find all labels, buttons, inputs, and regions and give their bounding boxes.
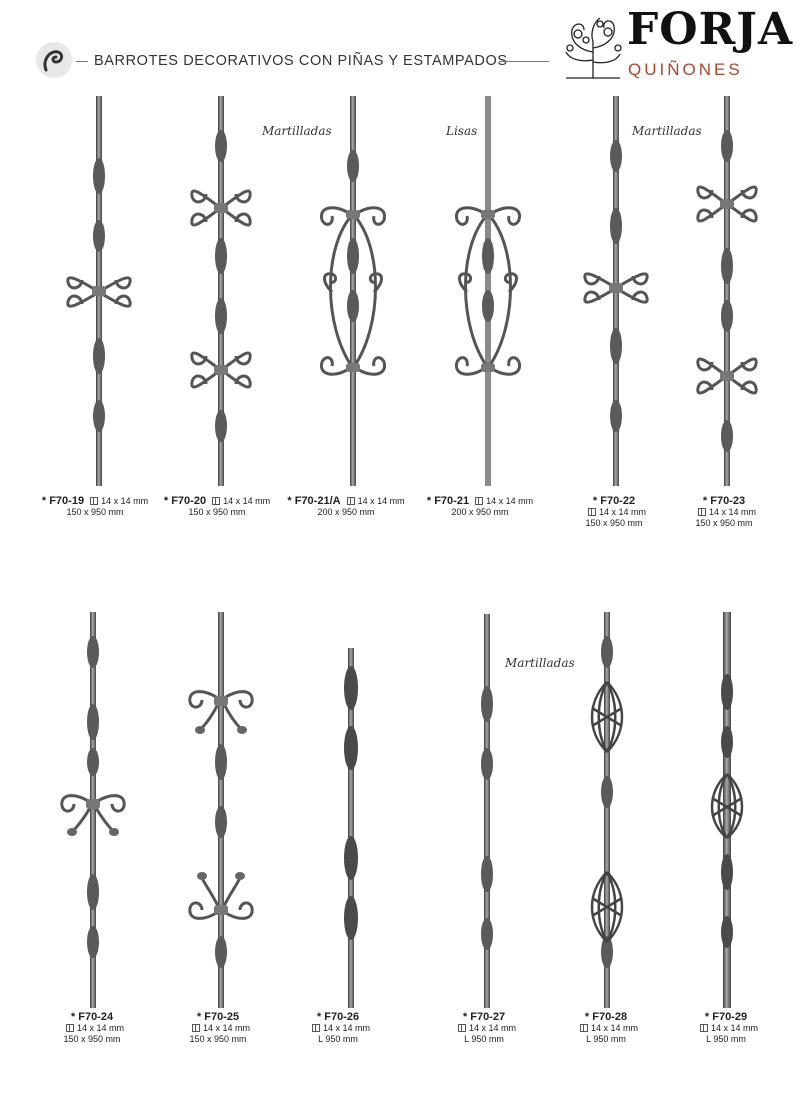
square-section-icon — [192, 1024, 200, 1032]
square-section-icon — [588, 508, 596, 516]
product-caption — [436, 1012, 532, 1045]
note-martilladas-2: Martilladas — [632, 124, 702, 138]
product-section: 14 x 14 mm — [710, 1023, 759, 1033]
product-caption — [30, 496, 160, 518]
square-section-icon — [90, 497, 98, 505]
note-martilladas-3: Martilladas — [505, 656, 575, 670]
note-martilladas-1: Martilladas — [262, 124, 332, 138]
product-caption — [418, 496, 542, 518]
product-section: 14 x 14 mm — [486, 496, 534, 506]
product-code: * F70-28 — [584, 1011, 628, 1023]
product-size: L 950 mm — [586, 1034, 626, 1044]
product-code: * F70-21/A — [287, 495, 341, 507]
square-section-icon — [458, 1024, 466, 1032]
product-section: 14 x 14 mm — [468, 1023, 517, 1033]
baluster-image — [682, 612, 772, 1008]
brand-name: FORJA — [627, 4, 794, 55]
baluster-image — [306, 648, 396, 1008]
product-caption — [558, 1012, 654, 1045]
product-caption — [280, 496, 412, 518]
product-size: L 950 mm — [464, 1034, 504, 1044]
product-size: 150 x 950 mm — [66, 507, 124, 517]
note-lisas: Lisas — [446, 124, 478, 138]
product-code: * F70-26 — [316, 1011, 360, 1023]
baluster-image — [48, 612, 138, 1008]
square-section-icon — [698, 508, 706, 516]
baluster-image — [562, 612, 652, 1008]
product-section: 14 x 14 mm — [223, 496, 271, 506]
baluster-image — [176, 612, 266, 1008]
product-section: 14 x 14 mm — [357, 496, 405, 506]
baluster-image — [308, 96, 398, 486]
baluster-image — [176, 96, 266, 486]
product-size: 150 x 950 mm — [585, 518, 643, 528]
product-size: L 950 mm — [706, 1034, 746, 1044]
product-size: 150 x 950 mm — [189, 1034, 247, 1044]
square-section-icon — [347, 497, 355, 505]
product-size: 150 x 950 mm — [188, 507, 246, 517]
product-code: * F70-27 — [462, 1011, 506, 1023]
header-rule-right — [499, 61, 549, 62]
product-caption — [290, 1012, 386, 1045]
product-caption — [44, 1012, 140, 1045]
product-code: * F70-22 — [592, 495, 636, 507]
square-section-icon — [212, 497, 220, 505]
square-section-icon — [700, 1024, 708, 1032]
product-code: * F70-21 — [426, 495, 470, 507]
product-code: * F70-29 — [704, 1011, 748, 1023]
square-section-icon — [580, 1024, 588, 1032]
product-code: * F70-24 — [70, 1011, 114, 1023]
product-size: L 950 mm — [318, 1034, 358, 1044]
product-section: 14 x 14 mm — [590, 1023, 639, 1033]
product-section: 14 x 14 mm — [202, 1023, 251, 1033]
product-caption — [676, 496, 772, 529]
product-code: * F70-25 — [196, 1011, 240, 1023]
baluster-image — [54, 96, 144, 486]
product-caption — [170, 1012, 266, 1045]
page-title: BARROTES DECORATIVOS CON PIÑAS Y ESTAMPADOS — [94, 53, 508, 69]
product-code: * F70-19 — [41, 495, 85, 507]
header-rule-left — [76, 61, 88, 62]
product-size: 150 x 950 mm — [63, 1034, 121, 1044]
square-section-icon — [475, 497, 483, 505]
product-code: * F70-20 — [163, 495, 207, 507]
product-section: 14 x 14 mm — [101, 496, 149, 506]
product-caption — [678, 1012, 774, 1045]
product-section: 14 x 14 mm — [708, 507, 757, 517]
baluster-image — [442, 614, 532, 1008]
product-section: 14 x 14 mm — [598, 507, 647, 517]
product-caption — [152, 496, 282, 518]
square-section-icon — [312, 1024, 320, 1032]
baluster-image — [682, 96, 772, 486]
product-section: 14 x 14 mm — [76, 1023, 125, 1033]
product-code: * F70-23 — [702, 495, 746, 507]
product-size: 200 x 950 mm — [451, 507, 509, 517]
product-caption — [566, 496, 662, 529]
baluster-image — [571, 96, 661, 486]
product-size: 200 x 950 mm — [317, 507, 375, 517]
square-section-icon — [66, 1024, 74, 1032]
baluster-image — [443, 96, 533, 486]
scroll-icon — [34, 40, 74, 80]
product-size: 150 x 950 mm — [695, 518, 753, 528]
brand-subtitle: QUIÑONES — [628, 60, 743, 79]
tree-logo-icon — [560, 12, 626, 80]
product-section: 14 x 14 mm — [322, 1023, 371, 1033]
